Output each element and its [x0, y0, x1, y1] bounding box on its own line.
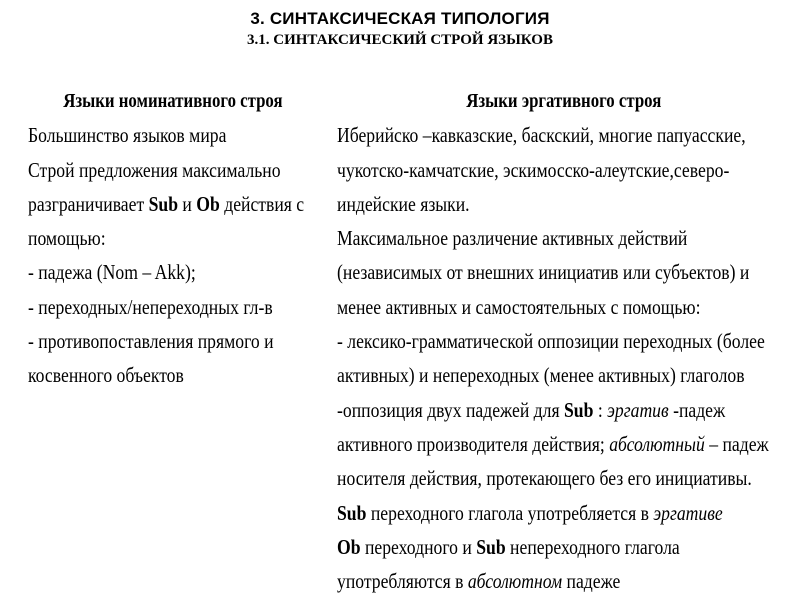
- right-line-11: носителя действия, протекающего без его инициативы.: [337, 466, 752, 491]
- left-line-3-conj: и: [178, 191, 197, 216]
- slide-header: [0, 8, 800, 50]
- right-line-2: чукотско-камчатские, эскимосско-алеутские,северо-: [337, 157, 730, 182]
- left-line-4: помощью:: [28, 226, 106, 251]
- left-line-1: Большинство языков мира: [28, 123, 227, 148]
- ob-term: Ob: [337, 534, 361, 559]
- right-line-1: Иберийско –кавказские, баскский, многие папуасские,: [337, 123, 746, 148]
- left-line-2: Строй предложения максимально: [28, 157, 281, 182]
- left-line-3: [28, 187, 318, 221]
- right-line-14: [337, 564, 791, 598]
- right-line-9-text: -оппозиция двух падежей для: [337, 397, 564, 422]
- left-line-5: - падежа (Nom – Akk);: [28, 260, 196, 285]
- right-line-9: [337, 393, 791, 427]
- ergative-heading: Языки эргативного строя: [466, 90, 662, 112]
- sub-term: Sub: [476, 534, 506, 559]
- nominative-heading: Языки номинативного строя: [63, 90, 283, 112]
- absolutive-term: абсолютный: [609, 431, 705, 456]
- right-line-10-text: активного производителя действия;: [337, 431, 610, 456]
- sub-term: Sub: [563, 397, 594, 422]
- nominative-column: [28, 84, 318, 393]
- right-line-14-text: употребляются в: [337, 569, 468, 594]
- left-line-3-end: действия с: [219, 191, 305, 216]
- right-line-14-end: падеже: [562, 569, 621, 594]
- absolutive-term: абсолютном: [467, 569, 563, 594]
- right-line-12-text: переходного глагола употребляется в: [366, 500, 654, 525]
- right-line-10: [337, 427, 791, 461]
- right-line-6: менее активных и самостоятельных с помощью:: [337, 294, 701, 319]
- left-line-8: косвенного объектов: [28, 363, 184, 388]
- left-line-7: - противопоставления прямого и: [28, 329, 274, 354]
- sub-term: Sub: [337, 500, 367, 525]
- right-line-9-end: -падеж: [668, 397, 726, 422]
- right-line-4: Максимальное различение активных действий: [337, 226, 688, 251]
- right-line-10-end: – падеж: [704, 431, 769, 456]
- right-line-9-colon: :: [593, 397, 608, 422]
- right-line-5: (независимых от внешних инициатив или субъектов) и: [337, 260, 750, 285]
- sub-term: Sub: [148, 191, 179, 216]
- right-line-7: - лексико-грамматической оппозиции переходных (более: [337, 329, 765, 354]
- ob-term: Ob: [196, 191, 220, 216]
- ergative-term: эргатив: [607, 397, 669, 422]
- ergative-column: [337, 84, 791, 598]
- right-line-13-text: переходного и: [360, 534, 477, 559]
- left-line-3-text: разграничивает: [28, 191, 149, 216]
- right-line-12: [337, 496, 791, 530]
- ergative-term: эргативе: [653, 500, 723, 525]
- right-line-3: индейские языки.: [337, 191, 470, 216]
- right-line-13: [337, 530, 791, 564]
- right-line-8: активных) и непереходных (менее активных) глаголов: [337, 363, 745, 388]
- right-line-13-end: непереходного глагола: [505, 534, 680, 559]
- slide-subtitle: 3.1. СИНТАКСИЧЕСКИЙ СТРОЙ ЯЗЫКОВ: [247, 32, 553, 48]
- slide-title: 3. СИНТАКСИЧЕСКАЯ ТИПОЛОГИЯ: [250, 9, 550, 28]
- left-line-6: - переходных/непереходных гл-в: [28, 294, 273, 319]
